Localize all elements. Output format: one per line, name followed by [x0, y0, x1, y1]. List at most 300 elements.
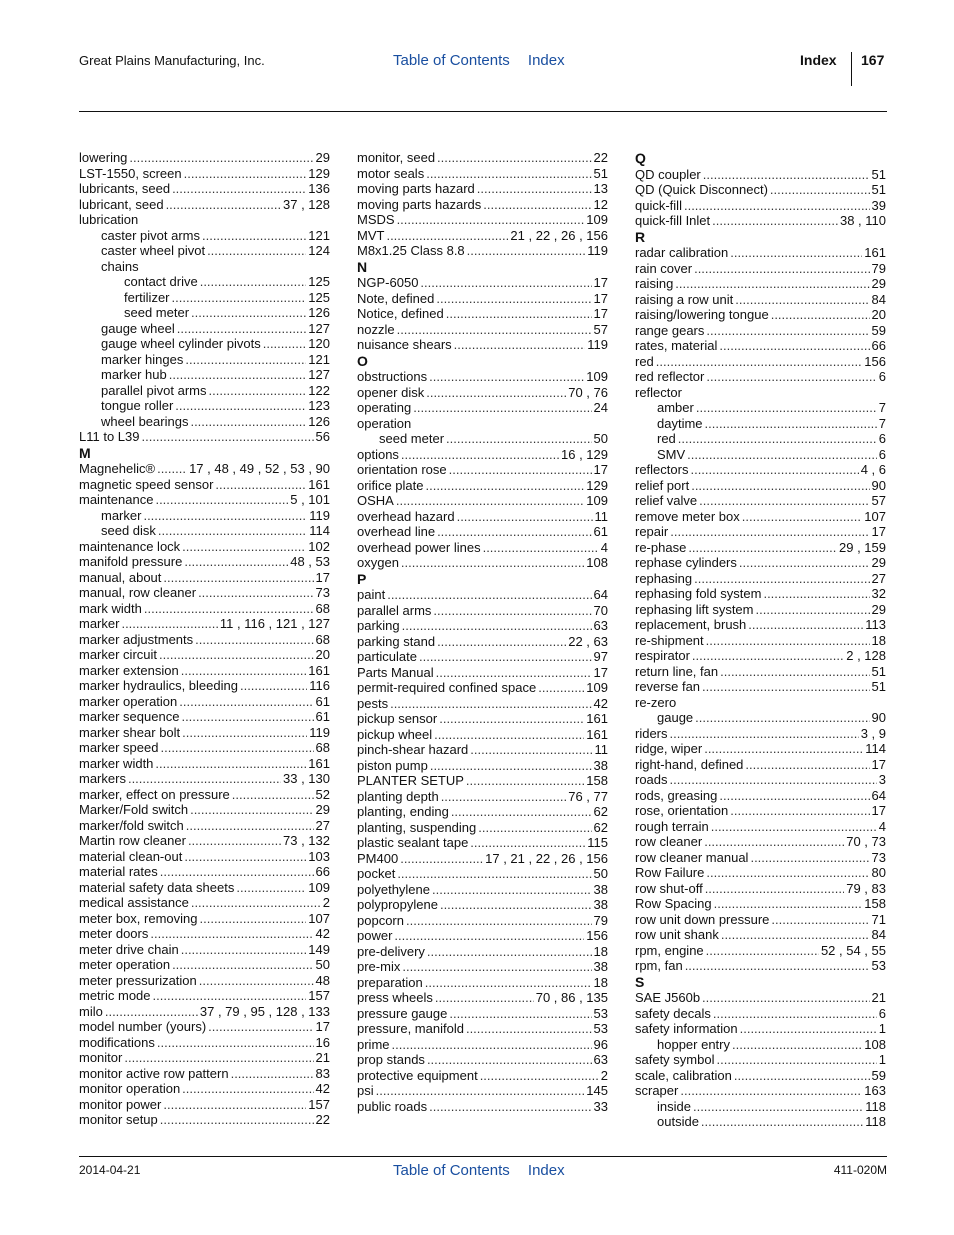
index-page-ref[interactable]: 109 [308, 879, 330, 895]
index-entry[interactable] [635, 540, 886, 556]
index-entry[interactable] [79, 973, 330, 989]
index-entry[interactable] [357, 1083, 608, 1099]
index-entry[interactable] [635, 167, 886, 183]
index-page-ref[interactable]: 79 [593, 912, 608, 928]
index-page-ref[interactable]: 126 [308, 305, 330, 320]
index-entry[interactable] [357, 150, 608, 166]
index-entry[interactable] [79, 632, 330, 648]
index-page-ref[interactable]: 73 , 132 [283, 833, 330, 848]
index-page-ref[interactable]: 129 [586, 477, 608, 493]
index-entry[interactable] [79, 367, 330, 383]
index-page-ref[interactable]: 21 , 22 , 26 , 156 [510, 227, 608, 243]
index-page-ref[interactable]: 64 [593, 587, 608, 602]
index-page-ref[interactable]: 70 , 73 [846, 834, 886, 849]
index-entry[interactable] [635, 633, 886, 649]
index-page-ref[interactable]: 51 [871, 166, 886, 182]
index-page-ref[interactable]: 59 [871, 322, 886, 338]
index-page-ref[interactable]: 119 [309, 507, 330, 523]
index-page-ref[interactable]: 120 [308, 336, 330, 351]
index-page-ref[interactable]: 6 [878, 369, 886, 384]
index-page-ref[interactable]: 68 [315, 600, 330, 616]
index-page-ref[interactable]: 64 [871, 787, 886, 803]
index-page-ref[interactable]: 53 [593, 1021, 608, 1036]
index-page-ref[interactable]: 1 [878, 1052, 886, 1067]
index-entry[interactable] [635, 1006, 886, 1022]
index-entry[interactable] [357, 618, 608, 634]
index-page-ref[interactable]: 70 , 76 [568, 384, 608, 400]
index-page-ref[interactable]: 84 [871, 291, 886, 307]
index-page-ref[interactable]: 18 [593, 974, 608, 990]
index-page-ref[interactable]: 7 [878, 415, 886, 431]
index-entry[interactable] [635, 292, 886, 308]
index-page-ref[interactable]: 17 [315, 569, 330, 585]
index-page-ref[interactable]: 42 [593, 695, 608, 711]
index-page-ref[interactable]: 17 [315, 1019, 330, 1034]
index-entry[interactable] [635, 416, 886, 432]
index-page-ref[interactable]: 145 [586, 1083, 608, 1098]
index-entry[interactable] [79, 352, 330, 368]
index-page-ref[interactable]: 11 [594, 508, 608, 524]
index-entry[interactable] [357, 603, 608, 619]
index-entry[interactable] [357, 275, 608, 291]
index-entry[interactable] [357, 928, 608, 944]
index-entry[interactable] [357, 1021, 608, 1037]
index-page-ref[interactable]: 17 [593, 462, 608, 477]
index-entry[interactable] [635, 400, 886, 416]
index-entry[interactable] [79, 228, 330, 244]
index-page-ref[interactable]: 157 [308, 988, 330, 1003]
index-page-ref[interactable]: 29 [315, 150, 330, 165]
index-page-ref[interactable]: 2 [600, 1067, 608, 1083]
index-page-ref[interactable]: 56 [315, 429, 330, 444]
index-page-ref[interactable]: 102 [308, 538, 330, 554]
index-page-ref[interactable]: 126 [308, 413, 330, 429]
index-page-ref[interactable]: 121 [308, 351, 330, 367]
index-entry[interactable] [79, 725, 330, 741]
index-page-ref[interactable]: 27 [315, 817, 330, 833]
index-page-ref[interactable]: 66 [315, 864, 330, 879]
index-page-ref[interactable]: 70 [593, 602, 608, 618]
index-page-ref[interactable]: 18 [871, 632, 886, 648]
index-page-ref[interactable]: 38 [593, 757, 608, 773]
index-page-ref[interactable]: 68 [315, 740, 330, 755]
index-entry[interactable] [357, 1099, 608, 1115]
index-entry[interactable] [357, 540, 608, 556]
index-entry[interactable] [79, 477, 330, 493]
index-entry[interactable] [357, 400, 608, 416]
index-page-ref[interactable]: 18 [593, 943, 608, 959]
index-page-ref[interactable]: 157 [308, 1096, 330, 1112]
index-entry[interactable] [79, 833, 330, 849]
index-entry[interactable] [79, 461, 330, 477]
index-page-ref[interactable]: 22 , 63 [568, 633, 608, 649]
index-entry[interactable] [79, 243, 330, 259]
index-entry[interactable] [635, 261, 886, 277]
index-page-ref[interactable]: 57 [593, 321, 608, 337]
index-page-ref[interactable]: 76 , 77 [568, 788, 608, 804]
index-entry[interactable] [357, 773, 608, 789]
index-page-ref[interactable]: 16 , 129 [561, 446, 608, 462]
index-entry[interactable] [357, 959, 608, 975]
index-entry[interactable] [635, 509, 886, 525]
index-page-ref[interactable]: 125 [308, 274, 330, 289]
index-page-ref[interactable]: 50 [315, 957, 330, 972]
index-page-ref[interactable]: 127 [308, 320, 330, 336]
index-entry[interactable] [357, 758, 608, 774]
index-page-ref[interactable]: 109 [586, 680, 608, 695]
index-page-ref[interactable]: 122 [308, 382, 330, 398]
index-entry[interactable] [357, 369, 608, 385]
index-page-ref[interactable]: 11 [594, 742, 608, 757]
index-page-ref[interactable]: 53 [593, 1005, 608, 1021]
index-page-ref[interactable]: 121 [308, 227, 330, 243]
index-entry[interactable] [635, 819, 886, 835]
index-page-ref[interactable]: 109 [586, 493, 608, 508]
index-page-ref[interactable]: 29 [871, 601, 886, 617]
index-page-ref[interactable]: 20 [871, 307, 886, 322]
index-page-ref[interactable]: 17 , 48 , 49 , 52 , 53 , 90 [189, 461, 330, 476]
index-entry[interactable] [635, 1021, 886, 1037]
index-entry[interactable] [635, 198, 886, 214]
index-page-ref[interactable]: 79 , 83 [846, 880, 886, 896]
index-page-ref[interactable]: 37 , 128 [283, 196, 330, 212]
index-page-ref[interactable]: 73 [315, 585, 330, 600]
index-entry[interactable] [635, 245, 886, 261]
index-page-ref[interactable]: 161 [864, 245, 886, 260]
footer-toc-link[interactable]: Table of Contents [393, 1162, 510, 1179]
index-entry[interactable] [79, 585, 330, 601]
index-entry[interactable] [357, 913, 608, 929]
index-page-ref[interactable]: 118 [865, 1098, 886, 1114]
index-entry[interactable] [357, 431, 608, 447]
index-entry[interactable] [635, 943, 886, 959]
index-entry[interactable] [357, 337, 608, 353]
index-entry[interactable] [635, 524, 886, 540]
index-entry[interactable] [635, 726, 886, 742]
index-page-ref[interactable]: 163 [864, 1083, 886, 1098]
index-entry[interactable] [79, 895, 330, 911]
index-entry[interactable] [635, 462, 886, 478]
index-entry[interactable] [79, 570, 330, 586]
index-entry[interactable] [635, 881, 886, 897]
index-page-ref[interactable]: 127 [308, 367, 330, 382]
index-entry[interactable] [357, 944, 608, 960]
index-page-ref[interactable]: 113 [865, 617, 886, 632]
index-entry[interactable] [357, 228, 608, 244]
index-page-ref[interactable]: 17 [593, 290, 608, 306]
index-entry[interactable] [635, 990, 886, 1006]
index-entry[interactable] [357, 493, 608, 509]
index-page-ref[interactable]: 70 , 86 , 135 [535, 990, 608, 1005]
index-page-ref[interactable]: 62 [593, 819, 608, 835]
index-page-ref[interactable]: 50 [593, 866, 608, 881]
index-page-ref[interactable]: 4 , 6 [860, 462, 886, 477]
index-entry[interactable] [79, 321, 330, 337]
index-page-ref[interactable]: 32 [871, 586, 886, 601]
index-page-ref[interactable]: 22 [315, 1112, 330, 1127]
index-page-ref[interactable]: 79 [871, 260, 886, 276]
index-page-ref[interactable]: 63 [593, 618, 608, 633]
index-page-ref[interactable]: 66 [871, 338, 886, 353]
index-page-ref[interactable]: 84 [871, 927, 886, 942]
index-entry[interactable] [357, 820, 608, 836]
index-entry[interactable] [357, 524, 608, 540]
index-entry[interactable] [79, 290, 330, 306]
index-page-ref[interactable]: 114 [865, 741, 886, 756]
header-index-link[interactable]: Index [527, 52, 565, 69]
index-entry[interactable] [79, 336, 330, 352]
index-entry[interactable] [357, 1006, 608, 1022]
index-entry[interactable] [357, 462, 608, 478]
index-entry[interactable] [79, 957, 330, 973]
index-entry[interactable] [357, 882, 608, 898]
index-entry[interactable] [357, 851, 608, 867]
index-page-ref[interactable]: 6 [878, 1005, 886, 1021]
index-entry[interactable] [357, 555, 608, 571]
index-page-ref[interactable]: 73 [871, 849, 886, 865]
index-entry[interactable] [357, 478, 608, 494]
index-entry[interactable] [635, 958, 886, 974]
index-entry[interactable] [635, 788, 886, 804]
index-entry[interactable] [635, 602, 886, 618]
index-entry[interactable] [635, 865, 886, 881]
index-entry[interactable] [357, 897, 608, 913]
index-entry[interactable] [79, 802, 330, 818]
index-entry[interactable] [357, 447, 608, 463]
index-page-ref[interactable]: 52 , 54 , 55 [820, 942, 886, 958]
index-entry[interactable] [635, 1099, 886, 1115]
index-page-ref[interactable]: 27 [871, 570, 886, 586]
index-page-ref[interactable]: 156 [586, 928, 608, 943]
index-entry[interactable] [79, 150, 330, 166]
index-entry[interactable] [357, 166, 608, 182]
index-page-ref[interactable]: 123 [308, 398, 330, 413]
index-entry[interactable] [635, 431, 886, 447]
index-page-ref[interactable]: 22 [593, 150, 608, 165]
index-entry[interactable] [79, 429, 330, 445]
index-page-ref[interactable]: 97 [593, 649, 608, 664]
index-page-ref[interactable]: 16 [315, 1034, 330, 1050]
index-page-ref[interactable]: 161 [308, 476, 330, 492]
index-entry[interactable] [79, 771, 330, 787]
index-entry[interactable] [635, 213, 886, 229]
index-entry[interactable] [635, 1068, 886, 1084]
index-entry[interactable] [635, 1052, 886, 1068]
index-page-ref[interactable]: 2 [322, 895, 330, 910]
index-page-ref[interactable]: 17 , 21 , 22 , 26 , 156 [485, 850, 608, 866]
index-page-ref[interactable]: 161 [586, 726, 608, 742]
index-page-ref[interactable]: 33 [593, 1098, 608, 1114]
index-entry[interactable] [635, 447, 886, 463]
index-entry[interactable] [635, 803, 886, 819]
index-entry[interactable] [357, 181, 608, 197]
index-entry[interactable] [79, 398, 330, 414]
index-page-ref[interactable]: 33 , 130 [283, 771, 330, 786]
index-page-ref[interactable]: 161 [308, 662, 330, 678]
index-page-ref[interactable]: 38 , 110 [839, 213, 886, 228]
index-entry[interactable] [635, 493, 886, 509]
index-entry[interactable] [357, 1037, 608, 1053]
index-page-ref[interactable]: 109 [586, 369, 608, 384]
index-page-ref[interactable]: 119 [309, 724, 330, 740]
index-page-ref[interactable]: 53 [871, 958, 886, 973]
index-page-ref[interactable]: 62 [593, 804, 608, 819]
index-page-ref[interactable]: 11 , 116 , 121 , 127 [219, 616, 330, 631]
index-entry[interactable] [79, 523, 330, 539]
index-entry[interactable] [79, 740, 330, 756]
index-entry[interactable] [357, 1068, 608, 1084]
index-entry[interactable] [79, 911, 330, 927]
index-entry[interactable] [79, 1081, 330, 1097]
index-page-ref[interactable]: 6 [878, 446, 886, 462]
index-page-ref[interactable]: 136 [308, 181, 330, 196]
index-entry[interactable] [79, 678, 330, 694]
index-page-ref[interactable]: 90 [871, 477, 886, 493]
index-page-ref[interactable]: 17 [593, 664, 608, 680]
index-entry[interactable] [79, 197, 330, 213]
index-entry[interactable] [357, 804, 608, 820]
index-entry[interactable] [357, 742, 608, 758]
index-entry[interactable] [357, 509, 608, 525]
index-entry[interactable] [635, 741, 886, 757]
index-page-ref[interactable]: 51 [871, 663, 886, 679]
index-entry[interactable] [635, 555, 886, 571]
index-page-ref[interactable]: 29 [871, 555, 886, 570]
index-page-ref[interactable]: 108 [864, 1036, 886, 1052]
index-entry[interactable] [79, 508, 330, 524]
index-entry[interactable] [79, 1050, 330, 1066]
index-page-ref[interactable]: 107 [864, 508, 886, 524]
index-entry[interactable] [357, 789, 608, 805]
index-page-ref[interactable]: 59 [871, 1067, 886, 1083]
index-page-ref[interactable]: 83 [315, 1065, 330, 1081]
index-page-ref[interactable]: 108 [586, 555, 608, 570]
index-entry[interactable] [79, 539, 330, 555]
index-entry[interactable] [635, 664, 886, 680]
index-page-ref[interactable]: 21 [315, 1050, 330, 1065]
index-entry[interactable] [79, 942, 330, 958]
index-page-ref[interactable]: 107 [308, 910, 330, 926]
index-page-ref[interactable]: 48 [315, 972, 330, 988]
index-entry[interactable] [635, 617, 886, 633]
index-page-ref[interactable]: 149 [308, 941, 330, 957]
index-entry[interactable] [635, 912, 886, 928]
index-entry[interactable] [635, 571, 886, 587]
index-entry[interactable] [79, 663, 330, 679]
index-page-ref[interactable]: 119 [587, 243, 608, 258]
index-entry[interactable] [635, 710, 886, 726]
index-page-ref[interactable]: 7 [878, 400, 886, 415]
index-entry[interactable] [79, 1004, 330, 1020]
index-page-ref[interactable]: 29 , 159 [839, 539, 886, 555]
index-page-ref[interactable]: 125 [308, 289, 330, 305]
index-page-ref[interactable]: 158 [864, 896, 886, 911]
index-page-ref[interactable]: 29 [871, 276, 886, 291]
index-entry[interactable] [79, 1112, 330, 1128]
index-page-ref[interactable]: 61 [593, 524, 608, 539]
index-entry[interactable] [79, 864, 330, 880]
index-entry[interactable] [635, 354, 886, 370]
index-entry[interactable] [357, 587, 608, 603]
index-entry[interactable] [357, 727, 608, 743]
index-page-ref[interactable]: 80 [871, 865, 886, 880]
index-entry[interactable] [357, 385, 608, 401]
header-toc-link[interactable]: Table of Contents [393, 52, 510, 69]
index-entry[interactable] [635, 679, 886, 695]
index-entry[interactable] [635, 896, 886, 912]
index-entry[interactable] [635, 276, 886, 292]
index-entry[interactable] [79, 988, 330, 1004]
index-entry[interactable] [635, 323, 886, 339]
index-entry[interactable] [357, 243, 608, 259]
index-entry[interactable] [79, 383, 330, 399]
index-page-ref[interactable]: 61 [315, 709, 330, 724]
index-entry[interactable] [357, 197, 608, 213]
index-page-ref[interactable]: 129 [308, 165, 330, 181]
index-entry[interactable] [79, 414, 330, 430]
index-page-ref[interactable]: 51 [593, 165, 608, 181]
index-entry[interactable] [79, 926, 330, 942]
index-entry[interactable] [635, 757, 886, 773]
footer-index-link[interactable]: Index [527, 1162, 565, 1179]
index-page-ref[interactable]: 103 [308, 848, 330, 864]
index-page-ref[interactable]: 17 [593, 306, 608, 321]
index-page-ref[interactable]: 17 [593, 275, 608, 290]
index-entry[interactable] [635, 850, 886, 866]
index-page-ref[interactable]: 3 , 9 [860, 725, 886, 741]
index-page-ref[interactable]: 39 [871, 197, 886, 213]
index-entry[interactable] [635, 772, 886, 788]
index-entry[interactable] [79, 601, 330, 617]
index-entry[interactable] [79, 694, 330, 710]
index-page-ref[interactable]: 1 [878, 1021, 886, 1036]
index-entry[interactable] [635, 648, 886, 664]
index-entry[interactable] [357, 975, 608, 991]
index-page-ref[interactable]: 161 [586, 711, 608, 726]
index-page-ref[interactable]: 57 [871, 493, 886, 508]
index-page-ref[interactable]: 90 [871, 710, 886, 725]
index-page-ref[interactable]: 6 [878, 431, 886, 446]
index-entry[interactable] [635, 586, 886, 602]
index-page-ref[interactable]: 2 , 128 [846, 648, 886, 663]
index-page-ref[interactable]: 17 [871, 756, 886, 772]
index-page-ref[interactable]: 61 [315, 693, 330, 709]
index-page-ref[interactable]: 37 , 79 , 95 , 128 , 133 [199, 1003, 330, 1019]
index-entry[interactable] [357, 866, 608, 882]
index-page-ref[interactable]: 116 [309, 678, 330, 693]
index-entry[interactable] [357, 291, 608, 307]
index-page-ref[interactable]: 38 [593, 897, 608, 912]
index-entry[interactable] [79, 166, 330, 182]
index-entry[interactable] [357, 306, 608, 322]
index-entry[interactable] [79, 647, 330, 663]
index-entry[interactable] [635, 182, 886, 198]
index-page-ref[interactable]: 5 , 101 [290, 492, 330, 507]
index-page-ref[interactable]: 50 [593, 431, 608, 446]
index-page-ref[interactable]: 161 [308, 755, 330, 771]
index-entry[interactable] [79, 616, 330, 632]
index-entry[interactable] [635, 834, 886, 850]
index-entry[interactable] [79, 1019, 330, 1035]
index-entry[interactable] [635, 369, 886, 385]
index-entry[interactable] [635, 927, 886, 943]
index-entry[interactable] [635, 1114, 886, 1130]
index-entry[interactable] [79, 274, 330, 290]
index-entry[interactable] [79, 1097, 330, 1113]
index-entry[interactable] [79, 787, 330, 803]
index-page-ref[interactable]: 29 [315, 802, 330, 817]
index-entry[interactable] [635, 338, 886, 354]
